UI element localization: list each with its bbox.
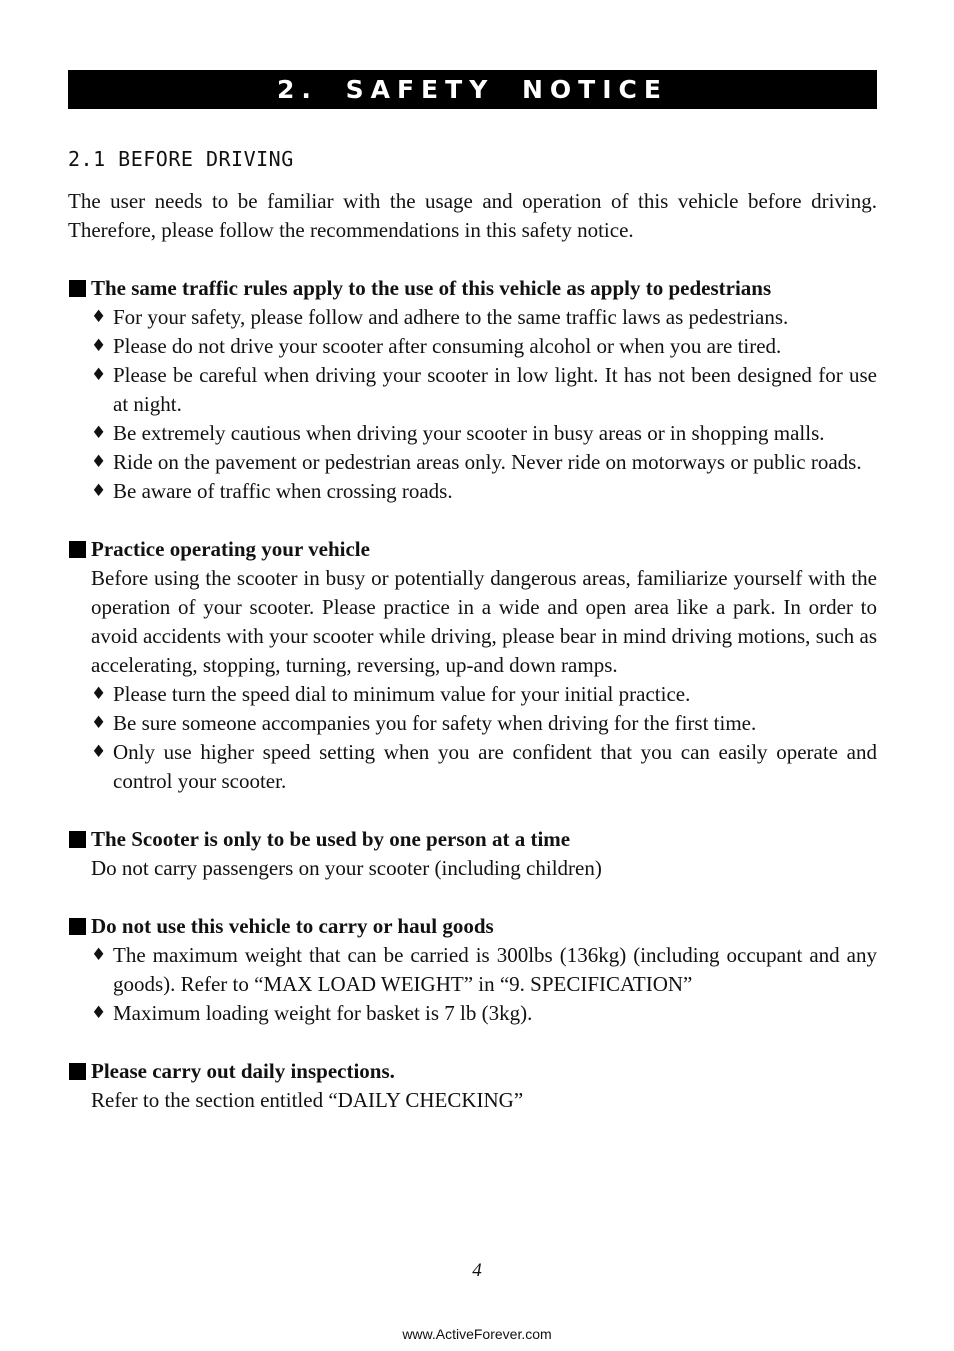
- section-heading-text: Do not use this vehicle to carry or haul goods: [91, 914, 494, 938]
- section-practice-operating: [68, 535, 877, 796]
- section-body-text: Do not carry passengers on your scooter (including children): [91, 856, 602, 880]
- section-daily-inspections: [68, 1057, 877, 1115]
- section-body-text: Before using the scooter in busy or potentially dangerous areas, familiarize yourself with the operation of your scooter. Please practice in a wide and open area like a park. In order to avoid accidents with your scooter while driving, please bear in mind driving motions, such as accelerating, stopping, turning, reversing, up-and down ramps.: [91, 566, 877, 677]
- diamond-bullet-icon: ♦: [91, 423, 107, 443]
- section-heading-text: The Scooter is only to be used by one person at a time: [91, 827, 571, 851]
- page-number: 4: [472, 1260, 482, 1281]
- list-item: ♦ Ride on the pavement or pedestrian areas only. Never ride on motorways or public roads.: [91, 448, 877, 477]
- diamond-bullet-icon: ♦: [91, 713, 107, 733]
- section-subheading: 2.1 BEFORE DRIVING: [68, 147, 294, 171]
- square-bullet-icon: [69, 280, 86, 297]
- intro-paragraph: The user needs to be familiar with the usage and operation of this vehicle before driving. Therefore, please follow the recommendations in this safety notice.: [68, 189, 877, 242]
- list-item: ♦ Only use higher speed setting when you are confident that you can easily operate and control your scooter.: [91, 740, 877, 793]
- diamond-bullet-icon: ♦: [91, 684, 107, 704]
- section-body-text: Refer to the section entitled “DAILY CHECKING”: [91, 1088, 524, 1112]
- section-heading: [68, 274, 877, 303]
- list-item: ♦ Maximum loading weight for basket is 7 lb (3kg).: [91, 999, 877, 1028]
- diamond-bullet-icon: ♦: [91, 481, 107, 501]
- diamond-bullet-icon: ♦: [91, 365, 107, 385]
- section-heading-text: The same traffic rules apply to the use of this vehicle as apply to pedestrians: [91, 276, 772, 300]
- section-heading: [68, 1057, 877, 1086]
- square-bullet-icon: [69, 541, 86, 558]
- section-heading: [68, 535, 877, 564]
- diamond-bullet-icon: ♦: [91, 945, 107, 965]
- diamond-bullet-icon: ♦: [91, 1003, 107, 1023]
- diamond-bullet-icon: ♦: [91, 452, 107, 472]
- square-bullet-icon: [69, 1063, 86, 1080]
- list-item: ♦ Be aware of traffic when crossing roads.: [91, 477, 877, 506]
- diamond-bullet-icon: ♦: [91, 307, 107, 327]
- square-bullet-icon: [69, 918, 86, 935]
- section-heading: [68, 912, 877, 941]
- diamond-bullet-icon: ♦: [91, 336, 107, 356]
- bullet-list: [68, 303, 877, 506]
- section-one-person: [68, 825, 877, 883]
- document-page: [68, 70, 877, 1115]
- list-item: ♦ Please turn the speed dial to minimum value for your initial practice.: [91, 680, 877, 709]
- section-heading: [68, 825, 877, 854]
- list-item: ♦ For your safety, please follow and adhere to the same traffic laws as pedestrians.: [91, 303, 877, 332]
- list-item: ♦ Please be careful when driving your scooter in low light. It has not been designed for use at night.: [91, 363, 877, 416]
- diamond-bullet-icon: ♦: [91, 742, 107, 762]
- section-no-goods: [68, 912, 877, 1028]
- square-bullet-icon: [69, 831, 86, 848]
- section-heading-text: Please carry out daily inspections.: [91, 1059, 395, 1083]
- list-item: ♦ Be sure someone accompanies you for safety when driving for the first time.: [91, 709, 877, 738]
- bullet-list: [68, 680, 877, 796]
- list-item: ♦ Please do not drive your scooter after consuming alcohol or when you are tired.: [91, 332, 877, 361]
- list-item: ♦ The maximum weight that can be carried is 300lbs (136kg) (including occupant and any goods). Refer to “MAX LOAD WEIGHT” in “9. SPECIFICATION”: [91, 943, 877, 996]
- section-heading-text: Practice operating your vehicle: [91, 537, 370, 561]
- page-title: 2. SAFETY NOTICE: [68, 70, 877, 109]
- footer-website: www.ActiveForever.com: [402, 1326, 552, 1342]
- section-traffic-rules: [68, 274, 877, 506]
- bullet-list: [68, 941, 877, 1028]
- list-item: ♦ Be extremely cautious when driving your scooter in busy areas or in shopping malls.: [91, 419, 877, 448]
